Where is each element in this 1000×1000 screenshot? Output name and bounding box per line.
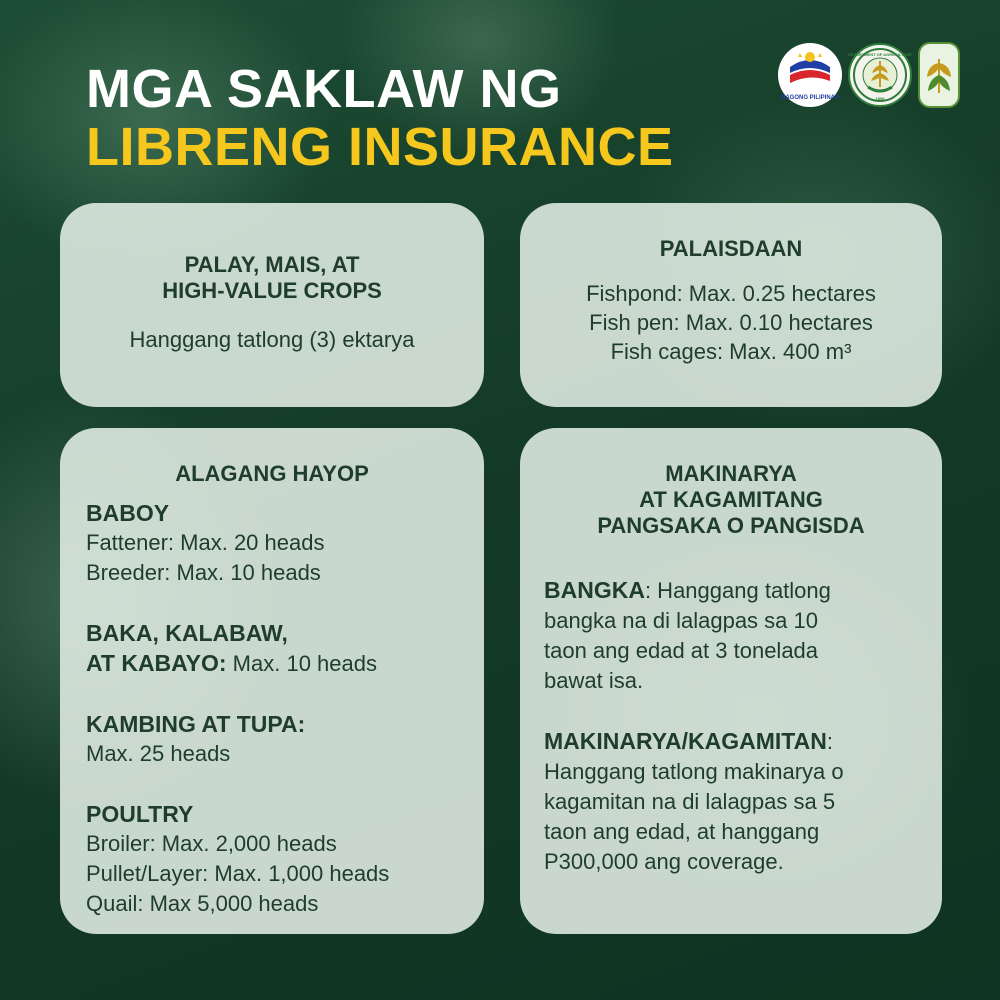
- baka-title-line-2: AT KABAYO:: [86, 650, 227, 676]
- kambing-value: Max. 25 heads: [86, 741, 231, 766]
- bagong-pilipinas-emblem-icon: [778, 43, 842, 107]
- makinarya-title-line: [544, 726, 928, 757]
- fisheries-list: [520, 279, 942, 366]
- baboy-breeder: Breeder: Max. 10 heads: [86, 560, 321, 585]
- livestock-card: [60, 428, 484, 934]
- baka-title-line-1: BAKA, KALABAW,: [86, 620, 288, 646]
- machinery-heading: [520, 461, 942, 539]
- bagong-pilipinas-logo: [778, 43, 842, 107]
- makinarya-text-4: P300,000 ang coverage.: [544, 849, 784, 874]
- title-line-1: MGA SAKLAW NG: [86, 59, 562, 119]
- department-of-agriculture-seal-icon: [848, 47, 912, 103]
- baboy-fattener: Fattener: Max. 20 heads: [86, 530, 325, 555]
- pcic-logo: [918, 42, 960, 108]
- fisheries-fish-pen: Fish pen: Max. 0.10 hectares: [589, 310, 873, 335]
- crops-coverage-text: Hanggang tatlong (3) ektarya: [129, 327, 415, 352]
- fisheries-fish-cages: Fish cages: Max. 400 m³: [610, 339, 852, 364]
- makinarya-text-1: Hanggang tatlong makinarya o: [544, 759, 844, 784]
- fisheries-card: [520, 203, 942, 407]
- machinery-card: [520, 428, 942, 934]
- crops-heading-line-2: HIGH-VALUE CROPS: [162, 278, 382, 303]
- bangka-text-1: : Hanggang tatlong: [644, 578, 831, 603]
- poultry-quail: Quail: Max 5,000 heads: [86, 891, 319, 916]
- crops-card: [60, 203, 484, 407]
- pcic-leaf-icon: [922, 47, 956, 103]
- page-title: [86, 60, 674, 176]
- baboy-title: BABOY: [86, 500, 170, 526]
- makinarya-text-2: kagamitan na di lalagpas sa 5: [544, 789, 836, 814]
- crops-heading: [60, 252, 484, 304]
- crops-heading-line-1: PALAY, MAIS, AT: [184, 252, 360, 277]
- department-of-agriculture-logo: [848, 43, 912, 107]
- logo-group: [778, 42, 960, 108]
- bangka-text-3: taon ang edad at 3 tonelada: [544, 638, 819, 663]
- baka-value: Max. 10 heads: [226, 651, 377, 676]
- poultry-title: POULTRY: [86, 801, 194, 827]
- fisheries-heading: PALAISDAAN: [659, 236, 803, 261]
- bagong-pilipinas-text: BAGONG PILIPINAS: [780, 95, 840, 101]
- fisheries-fishpond: Fishpond: Max. 0.25 hectares: [586, 281, 876, 306]
- makinarya-text-3: taon ang edad, at hanggang: [544, 819, 820, 844]
- machinery-heading-line-2: AT KAGAMITANG: [639, 487, 823, 512]
- poultry-pullet-layer: Pullet/Layer: Max. 1,000 heads: [86, 861, 390, 886]
- poultry-broiler: Broiler: Max. 2,000 heads: [86, 831, 337, 856]
- bangka-text-4: bawat isa.: [544, 668, 644, 693]
- machinery-heading-line-3: PANGSAKA O PANGISDA: [597, 513, 865, 538]
- bangka-title: BANGKA: [544, 577, 645, 603]
- da-seal-text: DEPARTMENT OF AGRICULTURE: [848, 52, 912, 57]
- machinery-heading-line-1: MAKINARYA: [665, 461, 797, 486]
- title-line-2: LIBRENG INSURANCE: [86, 117, 674, 177]
- livestock-content: [86, 498, 470, 919]
- livestock-heading: ALAGANG HAYOP: [175, 461, 369, 486]
- bangka-line-1: [544, 575, 928, 606]
- machinery-content: [544, 575, 928, 877]
- da-seal-year: 1898: [875, 96, 885, 101]
- baka-line-2: [86, 648, 470, 679]
- kambing-title: KAMBING AT TUPA:: [86, 711, 306, 737]
- bangka-text-2: bangka na di lalagpas sa 10: [544, 608, 818, 633]
- makinarya-title-suffix: :: [826, 729, 833, 754]
- makinarya-title: MAKINARYA/KAGAMITAN: [544, 728, 827, 754]
